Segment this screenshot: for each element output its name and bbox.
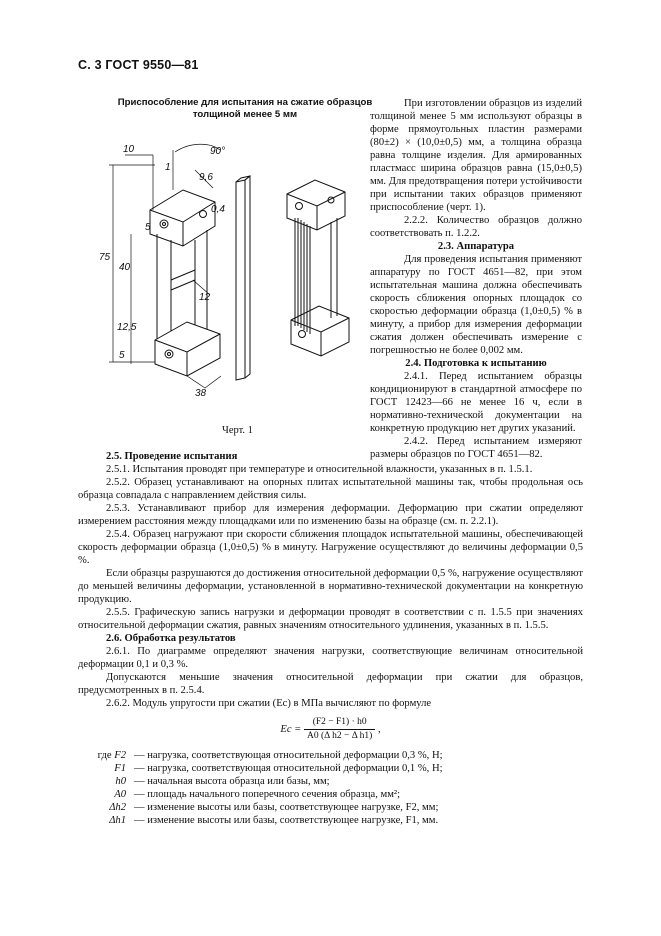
- paragraph: Если образцы разрушаются до достижения относительной деформации 0,5 %, нагружение осуществляют до меньшей величины деформации, установленной в нормативно-технической документации на конкретную продукцию.: [78, 568, 583, 605]
- figure-title-line2: толщиной менее 5 мм: [192, 109, 298, 120]
- fixture-drawing: [95, 130, 385, 410]
- paragraph: При изготовлении образцов из изделий толщиной менее 5 мм используют образцы в форме прямоугольных пластин размерами (80±2) × (10,0±0,5) мм, а толщина образца равна толщине изделия. Для армированных пластмасс ширина образцов равна (15,0±0,5) мм. Для предотвращения потери устойчивости при испытании таких образцов применяют приспособление (черт. 1).: [370, 98, 582, 213]
- specimen-strip: [236, 176, 250, 380]
- paragraph: 2.5.2. Образец устанавливают на опорных плитах испытательной машины так, чтобы продольная ось образца совпадала с направлением действия силы.: [78, 477, 583, 501]
- formula-tail: ,: [377, 723, 381, 735]
- paragraph: Допускаются меньшие значения относительной деформации при сжатии для образцов, предусмотренных в п. 2.5.4.: [78, 672, 583, 696]
- main-text: [78, 450, 583, 827]
- formula-denominator: A0 (Δ h2 − Δ h1): [306, 731, 373, 741]
- section-heading: 2.3. Аппаратура: [437, 241, 515, 252]
- formula-numerator: (F2 − F1) · h0: [304, 716, 375, 730]
- figure-caption: Черт. 1: [222, 425, 253, 436]
- dim-75: 75: [99, 252, 111, 263]
- definition-text: — нагрузка, соответствующая относительной деформации 0,3 %, Н;: [134, 750, 443, 761]
- paragraph: 2.6.2. Модуль упругости при сжатии (Eс) в МПа вычисляют по формуле: [106, 698, 432, 709]
- paragraph: Для проведения испытания применяют аппаратуру по ГОСТ 4651—82, при этом испытательная машина должна обеспечивать скорость сближения опорных площадок со скоростью деформации образца (1,0±0,5) % в минуту, а прибор для измерения деформации сжатия должен обеспечивать измерение с погрешностью не более 0,002 мм.: [370, 254, 582, 356]
- section-heading: 2.4. Подготовка к испытанию: [405, 358, 547, 369]
- dim-40: 40: [119, 262, 131, 273]
- dim-12-5: 12,5: [117, 322, 137, 333]
- dim-38: 38: [195, 388, 207, 399]
- paragraph: 2.5.1. Испытания проводят при температуре и относительной влажности, указанных в п. 1.5.1.: [106, 464, 533, 475]
- definition-symbol: Δh2: [109, 802, 126, 813]
- paragraph: 2.5.3. Устанавливают прибор для измерения деформации. Деформацию при сжатии определяют измерением расстояния между площадками или по изменению базы на образце (см. п. 2.2.1).: [78, 503, 583, 527]
- definition-symbol: A0: [114, 789, 126, 800]
- paragraph: 2.2.2. Количество образцов должно соответствовать п. 1.2.2.: [370, 215, 582, 239]
- figure-title: [100, 97, 390, 121]
- paragraph: 2.5.5. Графическую запись нагрузки и деформации проводят в соответствии с п. 1.5.5 при значениях относительной деформации сжатия, равных значениям относительного удлинения, указанных в п. 1.5.5.: [78, 607, 583, 631]
- paragraph: 2.4.2. Перед испытанием измеряют размеры образцов по ГОСТ 4651—82.: [370, 436, 582, 460]
- dim-12: 12: [199, 292, 211, 303]
- definition-row: [78, 788, 583, 801]
- dim-0-4: 0,4: [211, 204, 225, 215]
- page-header: С. 3 ГОСТ 9550—81: [78, 58, 199, 72]
- fixture-right: [287, 180, 349, 356]
- section-heading: 2.6. Обработка результатов: [106, 633, 236, 644]
- definition-text: — изменение высоты или базы, соответствующее нагрузке, F2, мм;: [134, 802, 439, 813]
- paragraph: 2.6.1. По диаграмме определяют значения нагрузки, соответствующие величинам относительной деформации 0,1 и 0,3 %.: [78, 646, 583, 670]
- dim-10: 10: [123, 144, 135, 155]
- dim-5-bottom: 5: [119, 350, 125, 361]
- definition-text: — изменение высоты или базы, соответствующее нагрузке, F1, мм.: [134, 815, 439, 826]
- right-column: [370, 97, 582, 461]
- paragraph: 2.4.1. Перед испытанием образцы кондиционируют в стандартной атмосфере по ГОСТ 12423—66 не менее 16 ч, если в нормативно-технической документации на конкретную продукцию нет других указаний.: [370, 371, 582, 434]
- definition-text: — начальная высота образца или базы, мм;: [134, 776, 330, 787]
- definition-symbol: где F2: [97, 750, 126, 761]
- definition-text: — площадь начального поперечного сечения образца, мм²;: [134, 789, 401, 800]
- formula-lhs: Eс =: [280, 723, 302, 735]
- formula-fraction: [304, 716, 375, 743]
- formula: [78, 716, 583, 743]
- dim-5-top: 5: [145, 222, 151, 233]
- paragraph: 2.5.4. Образец нагружают при скорости сближения площадок испытательной машины, обеспечивающей скорость деформации образца (1,0±0,5) % в минуту. Нагружение осуществляют до величины деформации 0,5 %.: [78, 529, 583, 566]
- definition-row: [78, 814, 583, 827]
- figure-title-line1: Приспособление для испытания на сжатие образцов: [117, 97, 373, 108]
- dim-angle: 90°: [210, 146, 226, 157]
- definition-row: [78, 749, 583, 762]
- definition-symbol: F1: [114, 763, 126, 774]
- definitions: [78, 749, 583, 827]
- definition-row: [78, 775, 583, 788]
- definition-symbol: Δh1: [109, 815, 126, 826]
- definition-text: — нагрузка, соответствующая относительной деформации 0,1 %, Н;: [134, 763, 443, 774]
- definition-symbol: h0: [115, 776, 126, 787]
- definition-row: [78, 801, 583, 814]
- definition-row: [78, 762, 583, 775]
- section-heading: 2.5. Проведение испытания: [106, 451, 238, 462]
- dim-1: 1: [165, 162, 171, 173]
- dim-9-6: 9,6: [199, 172, 213, 183]
